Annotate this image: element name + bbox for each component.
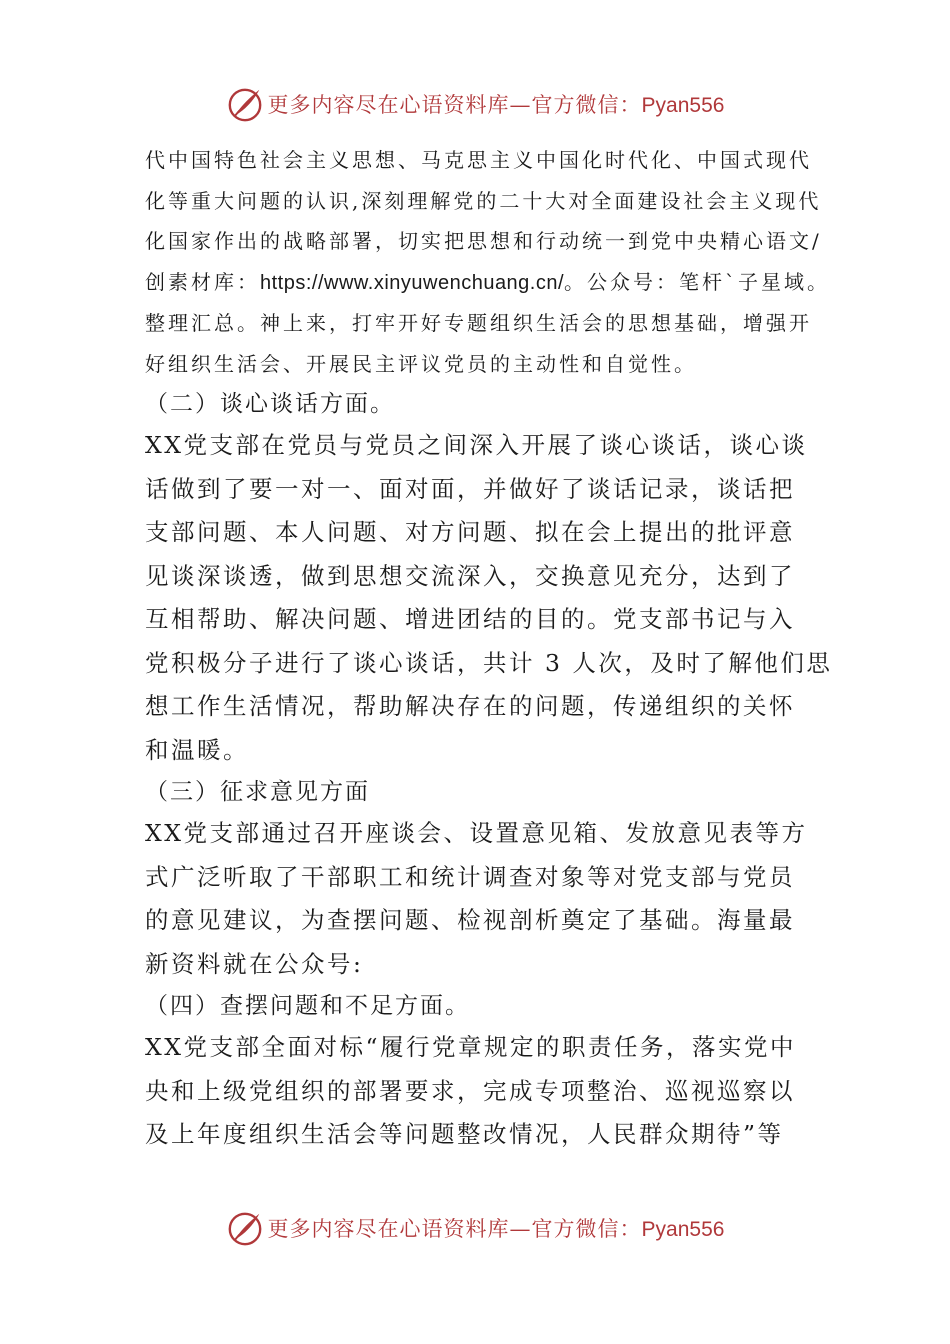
text-line: 及上年度组织生活会等问题整改情况，人民群众期待”等	[145, 1120, 784, 1148]
text-line: 支部问题、本人问题、对方问题、拟在会上提出的批评意	[145, 518, 795, 546]
text-line: XX党支部全面对标“履行党章规定的职责任务，落实党中	[145, 1033, 796, 1061]
section-paragraph	[145, 424, 833, 772]
wechat-id: Pyan556	[641, 1218, 725, 1241]
section-paragraph	[145, 1026, 825, 1157]
text-line: 式广泛听取了干部职工和统计调查对象等对党支部与党员	[145, 862, 795, 891]
text-line: 化等重大问题的认识,深刻理解党的二十大对全面建设社会主义现代	[145, 188, 822, 213]
text-line: 代中国特色社会主义思想、马克思主义中国化时代化、中国式现代	[145, 148, 812, 172]
section-heading: （三）征求意见方面	[145, 779, 370, 805]
quill-logo-icon	[226, 1209, 264, 1247]
text-line: 想工作生活情况，帮助解决存在的问题，传递组织的关怀	[145, 692, 795, 720]
text-line: 互相帮助、解决问题、增进团结的目的。党支部书记与入	[145, 605, 795, 633]
text-line: 央和上级党组织的部署要求，完成专项整治、巡视巡察以	[145, 1076, 795, 1105]
text-line: 好组织生活会、开展民主评议党员的主动性和自觉性。	[145, 351, 697, 376]
section-heading: （四）查摆问题和不足方面。	[145, 993, 470, 1019]
text-line: 党积极分子进行了谈心谈话，共计 3 人次，及时了解他们思	[145, 648, 833, 677]
website-link[interactable]: https://www.xinyuwenchuang.cn/	[260, 271, 565, 294]
section-heading: （二）谈心谈话方面。	[145, 391, 395, 417]
text-line: XX党支部在党员与党员之间深入开展了谈心谈话，谈心谈	[145, 431, 808, 459]
banner-text: 更多内容尽在心语资料库—官方微信：Pyan556	[267, 1217, 725, 1241]
text-line: 整理汇总。神上来，打牢开好专题组织生活会的思想基础，增强开	[145, 311, 812, 335]
text-line: 化国家作出的战略部署，切实把思想和行动统一到党中央精心语文/	[145, 229, 822, 253]
header-banner	[0, 84, 950, 124]
section-paragraph	[145, 812, 825, 986]
quill-logo-icon	[226, 85, 264, 123]
text-line: 话做到了要一对一、面对面，并做好了谈话记录，谈话把	[145, 474, 795, 503]
text-line: 见谈深谈透，做到思想交流深入，交换意见充分，达到了	[145, 561, 795, 590]
document-body	[145, 140, 833, 1157]
url-line: 创素材库：https://www.xinyuwenchuang.cn/。公众号：笔杆`子星域。	[145, 269, 831, 294]
banner-text: 更多内容尽在心语资料库—官方微信：Pyan556	[267, 93, 725, 117]
text-line: XX党支部通过召开座谈会、设置意见箱、发放意见表等方	[145, 819, 808, 847]
footer-banner	[0, 1208, 950, 1248]
text-line: 新资料就在公众号:	[145, 949, 364, 978]
text-line: 和温暖。	[145, 735, 249, 764]
intro-paragraph	[145, 140, 831, 384]
wechat-id: Pyan556	[641, 94, 725, 117]
text-line: 的意见建议，为查摆问题、检视剖析奠定了基础。海量最	[145, 906, 795, 934]
